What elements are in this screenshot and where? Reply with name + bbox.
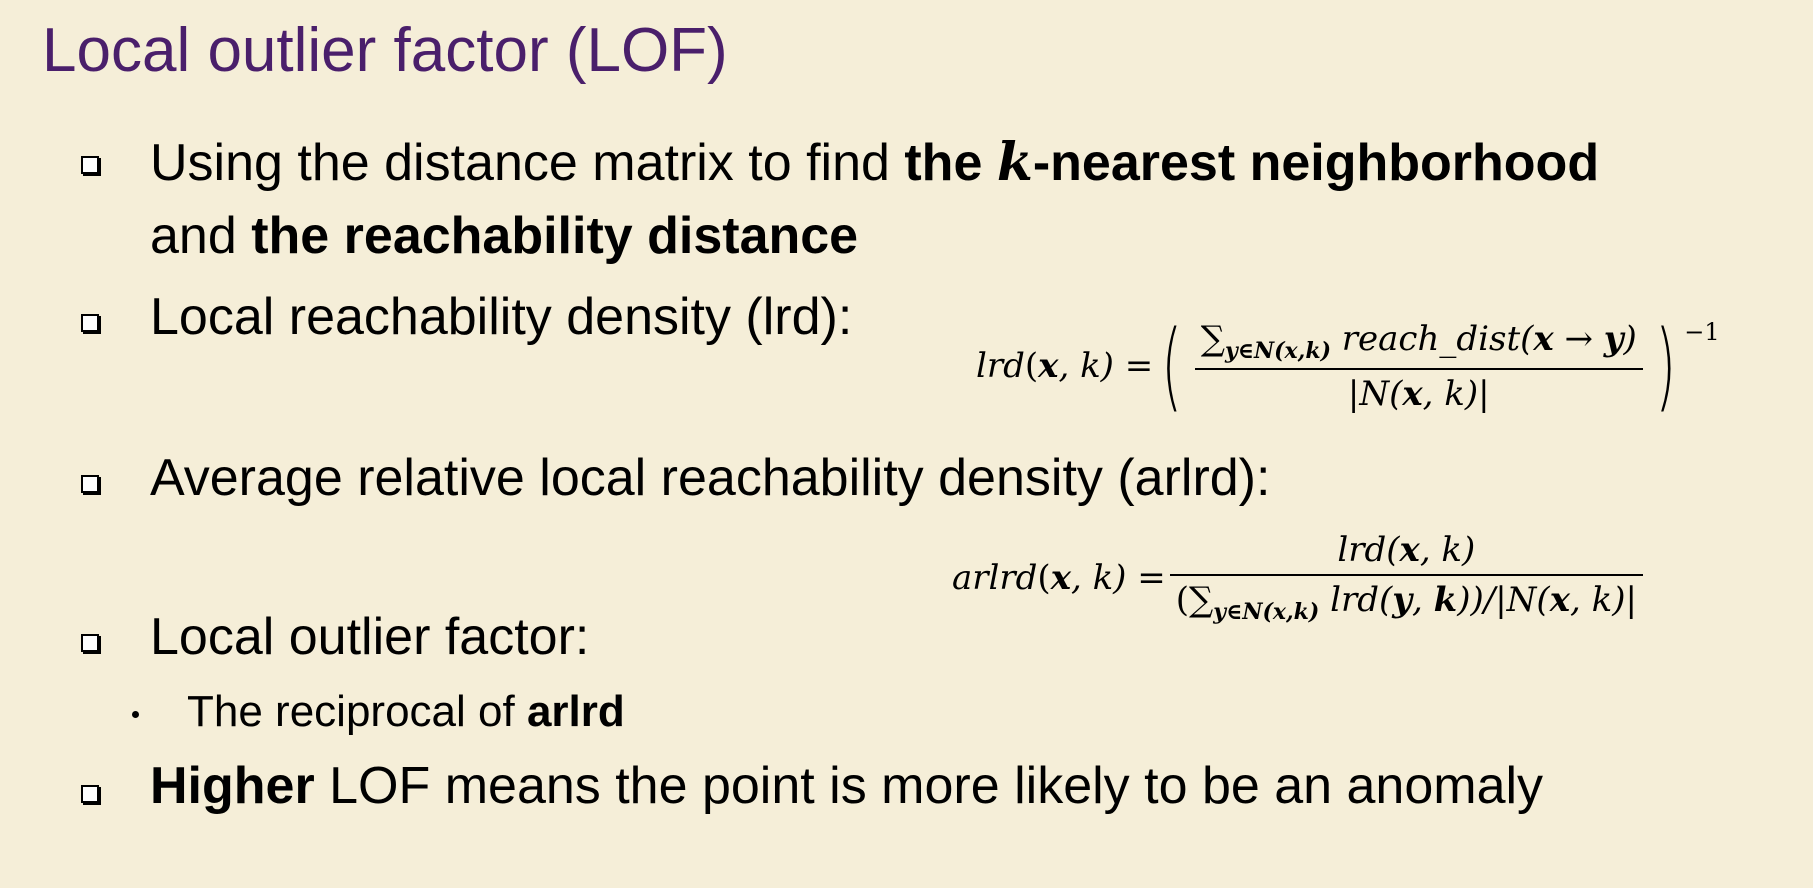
reach-dist: reach_dist( bbox=[1330, 318, 1534, 359]
sum-subscript: y∈N(x,k) bbox=[1213, 599, 1320, 625]
bullet-1-line-2-bold: the reachability distance bbox=[251, 207, 859, 265]
den-open-paren: ( bbox=[1175, 580, 1190, 620]
bullet-3-text: Average relative local reachability density (arlrd): bbox=[150, 449, 1271, 507]
sum-symbol: ∑ bbox=[1200, 318, 1225, 359]
bullet-1-line-2 bbox=[150, 207, 858, 267]
bullet-1-line-1 bbox=[150, 133, 1599, 194]
square-bullet-icon bbox=[81, 475, 99, 493]
bullet-1-line-2-text: and bbox=[150, 207, 252, 265]
arlrd-fraction bbox=[1170, 530, 1643, 625]
fraction-bar bbox=[1195, 368, 1643, 370]
den-y: y bbox=[1392, 580, 1413, 620]
den-comma: , bbox=[1412, 580, 1434, 620]
den-mid: ))/|N( bbox=[1457, 580, 1550, 620]
lrd-open: ( bbox=[1024, 346, 1039, 386]
num-close: ) bbox=[1623, 318, 1637, 359]
right-paren: ) bbox=[1655, 310, 1676, 422]
bullet-4-sub-bold: arlrd bbox=[526, 687, 625, 736]
fraction-bar bbox=[1170, 574, 1643, 576]
lrd-fraction bbox=[1195, 319, 1643, 414]
den-lrd: lrd( bbox=[1319, 580, 1393, 620]
den-close: , k)| bbox=[1569, 580, 1637, 620]
den-k: k bbox=[1433, 580, 1458, 620]
exponent: −1 bbox=[1684, 318, 1720, 346]
sum-symbol: ∑ bbox=[1189, 580, 1214, 620]
bullet-2-text: Local reachability density (lrd): bbox=[150, 288, 853, 346]
bullet-5-text bbox=[150, 757, 1543, 817]
slide-title: Local outlier factor (LOF) bbox=[42, 16, 728, 85]
square-bullet-icon bbox=[81, 785, 99, 803]
lrd-lhs: lrd bbox=[976, 346, 1025, 386]
bullet-4-text: Local outlier factor: bbox=[150, 608, 590, 666]
lrd-comma-k: , k) = bbox=[1058, 346, 1154, 386]
arlrd-formula bbox=[952, 530, 1647, 625]
arlrd-num-close: , k) bbox=[1419, 530, 1476, 570]
num-y: y bbox=[1603, 318, 1624, 359]
bullet-4-sub bbox=[187, 687, 625, 738]
arlrd-denominator bbox=[1170, 580, 1643, 625]
bullet-1-bold-a: the bbox=[904, 134, 997, 192]
arrow: → bbox=[1553, 318, 1604, 359]
arlrd-lhs: arlrd bbox=[952, 557, 1038, 598]
den-x: x bbox=[1549, 580, 1570, 620]
square-bullet-icon bbox=[81, 634, 99, 652]
bullet-1-k: k bbox=[996, 132, 1033, 193]
den-open: |N( bbox=[1347, 373, 1403, 414]
arlrd-comma-k: , k) = bbox=[1070, 557, 1166, 598]
bullet-5-rest: LOF means the point is more likely to be an anomaly bbox=[314, 757, 1544, 815]
bullet-1-text-a: Using the distance matrix to find bbox=[150, 134, 905, 192]
square-bullet-icon bbox=[81, 156, 99, 174]
bullet-5-bold: Higher bbox=[150, 757, 315, 815]
dot-bullet-icon bbox=[132, 711, 139, 718]
bullet-1-bold-b: -nearest neighborhood bbox=[1032, 134, 1600, 192]
num-x: x bbox=[1533, 318, 1554, 359]
sum-subscript: y∈N(x,k) bbox=[1224, 337, 1331, 364]
lrd-formula bbox=[976, 310, 1720, 422]
square-bullet-icon bbox=[81, 314, 99, 332]
lrd-x: x bbox=[1038, 346, 1059, 386]
bullet-4-sub-text: The reciprocal of bbox=[187, 687, 527, 736]
arlrd-x: x bbox=[1050, 557, 1071, 598]
arlrd-open: ( bbox=[1037, 557, 1051, 598]
lrd-numerator bbox=[1195, 319, 1643, 364]
arlrd-num-lrd: lrd( bbox=[1337, 530, 1400, 570]
arlrd-num-x: x bbox=[1399, 530, 1420, 570]
left-paren: ( bbox=[1161, 310, 1183, 422]
arlrd-numerator bbox=[1331, 530, 1481, 570]
den-close: , k)| bbox=[1422, 373, 1490, 414]
lrd-denominator bbox=[1342, 374, 1496, 414]
den-x: x bbox=[1402, 373, 1423, 414]
